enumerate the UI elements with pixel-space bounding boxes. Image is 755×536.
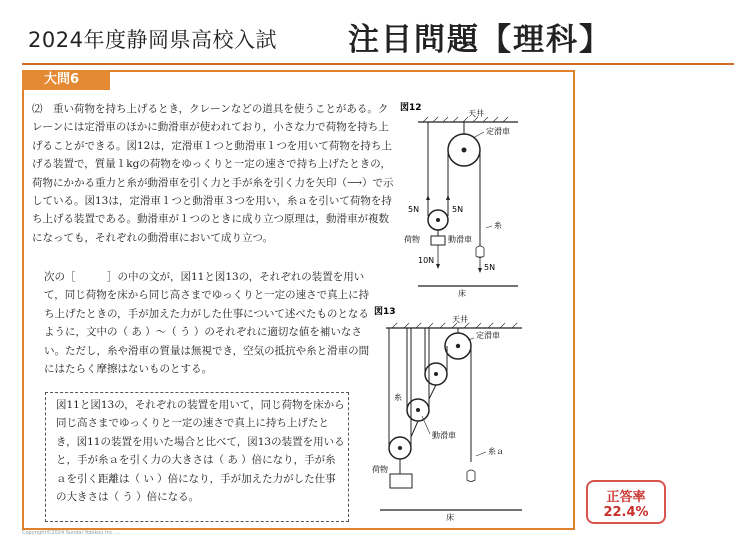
fig13-ceiling-label: 天井 [452,315,468,324]
fig13-hand [467,470,475,482]
page-title: 注目問題【理科】 [348,22,612,58]
fig13-title: 図13 [374,307,396,317]
question-instruction: 次の［ ］の中の文が，図11と図13の，それぞれの装置を用いて，同じ荷物を床から同じ高さまでゆっくりと一定の速さで真上に持ち上げたときの，手が加えた力がした仕事について述べたものとなるように，文中の（ あ ）～（ う ）のそれぞれに適切な値を補いなさい。ただし，糸や滑車の質量は無視でき，空気の抵抗や糸と滑車の間にはたらく摩擦はないものとする。 [44,271,370,376]
fig13-load [390,474,412,488]
fig13-floor-label: 床 [446,513,454,522]
copyright: Copyright©2024 Sundai Yobikou Inc. ... [22,530,121,536]
fig12-ceiling-label: 天井 [468,109,484,118]
fig12-hand [476,246,484,258]
fig12-moving-pulley-label: 動滑車 [448,235,472,244]
fig12-fixed-pulley-label: 定滑車 [486,127,510,136]
fig12-gravity-label: 10N [418,256,435,265]
fig12-title: 図12 [400,103,422,113]
question-body: ⑵ 重い荷物を持ち上げるとき，クレーンなどの道具を使うことがある。クレーンには定滑車のほかに動滑車が使われており，小さな力で荷物を持ち上げることができる。図12は，定滑車１つと動滑車１つを用いて荷物を持ち上げる装置で，質量１kgの荷物をゆっくりと一定の速さで持ち上げたときの，荷物にかかる重力と糸が動滑車を引く力と手が糸を引く力を矢印（⟶）で示している。図13は，定滑車１つと動滑車３つを用い，糸ａを引いて荷物を持ち上げる装置である。動滑車が１つのときに成り立つ原理は，動滑車が複数になっても，それぞれの動滑車において成り立つ。 [32,103,394,244]
figure-12 [398,98,578,298]
fig12-load [431,236,445,245]
fig12-ceiling-hatch [423,117,508,122]
fig12-force-left: 5N [408,205,420,214]
question-tag: 大問6 [22,70,110,90]
header-divider [22,63,734,65]
fig12-hand-force-label: 5N [484,263,496,272]
fig13-string-a-label: 糸ａ [488,447,504,456]
exam-year-title: 2024年度静岡県高校入試 [28,28,277,52]
correct-rate-label: 正答率 [606,490,646,505]
fill-in-box-text: 図11と図13の，それぞれの装置を用いて，同じ荷物を床から同じ高さまでゆっくりと一定の速さで真上に持ち上げたとき，図11の装置を用いた場合と比べて，図13の装置を用いると，手が糸ａを引く力の大きさは（ あ ）倍になり，手が糸ａを引く距離は（ い ）倍になり，手が加えた力がした仕事の大きさは（ う ）倍になる。 [56,399,345,504]
figure-13 [372,302,572,528]
fig12-floor-label: 床 [458,289,466,298]
fig12-load-label: 荷物 [404,235,420,244]
correct-rate-value: 22.4% [603,505,649,520]
fig12-string-label: 糸 [494,221,502,230]
fig13-fixed-pulley-label: 定滑車 [476,331,500,340]
fig13-string-label: 糸 [394,393,402,402]
fig13-moving-pulley-label: 動滑車 [432,431,456,440]
fig13-load-label: 荷物 [372,465,388,474]
correct-rate-badge [586,480,666,524]
fig12-force-right: 5N [452,205,464,214]
